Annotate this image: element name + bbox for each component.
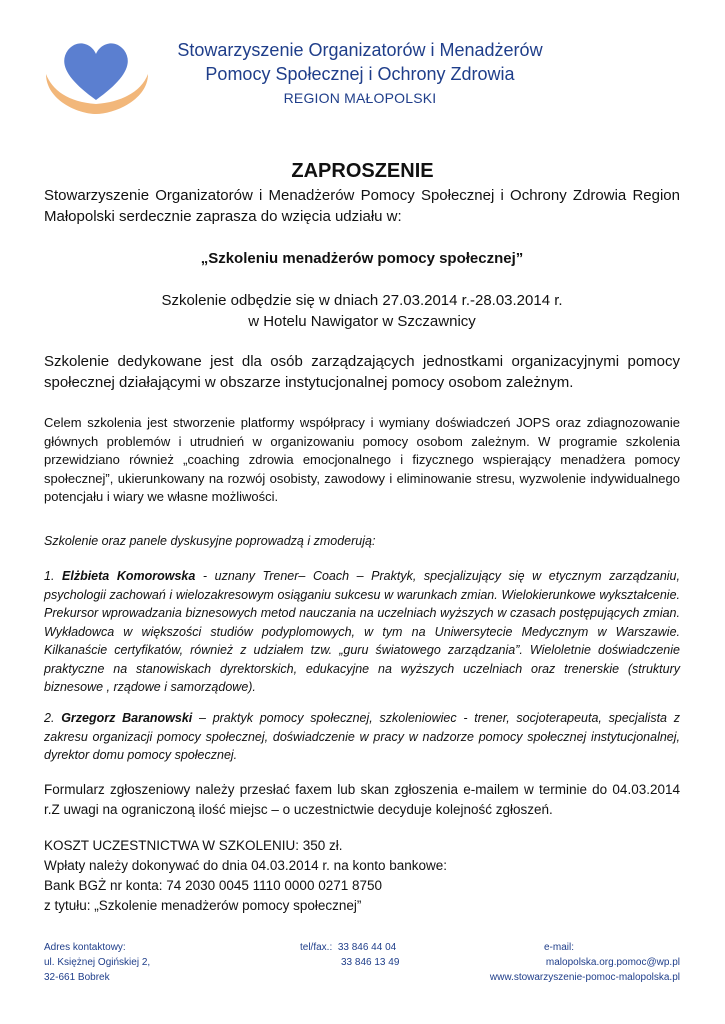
moderators-intro: Szkolenie oraz panele dyskusyjne poprowadzą i zmoderują: bbox=[44, 534, 376, 548]
intro-paragraph: Stowarzyszenie Organizatorów i Menadżerów Pomocy Społecznej i Ochrony Zdrowia Region Małopolski serdecznie zaprasza do wzięcia udziału w: bbox=[44, 187, 680, 225]
organization-name-line1: Stowarzyszenie Organizatorów i Menadżerów bbox=[177, 40, 543, 60]
payment-title: z tytułu: „Szkolenie menadżerów pomocy społecznej” bbox=[44, 898, 362, 913]
audience-paragraph: Szkolenie dedykowane jest dla osób zarządzających jednostkami organizacyjnymi pomocy społecznej działającymi w obszarze instytucjonalnej pomocy osobom zależnym. bbox=[44, 353, 680, 391]
training-venue: w Hotelu Nawigator w Szczawnicy bbox=[248, 313, 476, 330]
email-address[interactable]: malopolska.org.pomoc@wp.pl bbox=[545, 957, 680, 968]
document-title: ZAPROSZENIE bbox=[291, 160, 434, 182]
organization-region: REGION MAŁOPOLSKI bbox=[283, 90, 437, 106]
phone-label: tel/fax.: bbox=[300, 942, 333, 953]
training-name: „Szkoleniu menadżerów pomocy społecznej” bbox=[200, 250, 524, 267]
address-city: 32-661 Bobrek bbox=[44, 972, 110, 983]
website-link[interactable]: www.stowarzyszenie-pomoc-malopolska.pl bbox=[489, 972, 680, 983]
payment-deadline: Wpłaty należy dokonywać do dnia 04.03.2014 r. na konto bankowe: bbox=[44, 858, 448, 873]
moderator-2 bbox=[44, 709, 680, 765]
phone-number-2: 33 846 13 49 bbox=[341, 957, 400, 968]
footer-address bbox=[44, 940, 150, 985]
phone-number-1: 33 846 44 04 bbox=[337, 942, 397, 953]
moderator-2-description: – praktyk pomocy społecznej, szkoleniowiec - trener, socjoterapeuta, specjalista z zakresu organizacji pomocy społecznej, doświadczenie w pracy w nadzorze pomocy społecznej instytucjonalnej, dyrektor domu pomocy społecznej. bbox=[44, 711, 680, 762]
footer-phone bbox=[300, 940, 399, 970]
organization-name-line2: Pomocy Społecznej i Ochrony Zdrowia bbox=[205, 64, 515, 84]
payment-block bbox=[44, 836, 680, 916]
training-dates: Szkolenie odbędzie się w dniach 27.03.2014 r.-28.03.2014 r. bbox=[161, 292, 563, 309]
email-label: e-mail: bbox=[543, 942, 574, 953]
heart-hands-logo-icon bbox=[38, 30, 156, 116]
address-street: ul. Księżnej Ogińskiej 2, bbox=[44, 957, 151, 968]
form-info-paragraph: Formularz zgłoszeniowy należy przesłać faxem lub skan zgłoszenia e-mailem w terminie do 04.03.2014 r.Z uwagi na ograniczoną ilość miejsc – o uczestnictwie decyduje kolejność zgłoszeń. bbox=[44, 782, 680, 817]
address-label: Adres kontaktowy: bbox=[44, 942, 126, 953]
payment-cost: KOSZT UCZESTNICTWA W SZKOLENIU: 350 zł. bbox=[44, 838, 343, 853]
moderator-1-name: Elżbieta Komorowska bbox=[62, 569, 196, 583]
moderator-2-number: 2. bbox=[44, 711, 55, 725]
letterhead bbox=[0, 0, 725, 120]
moderator-2-name: Grzegorz Baranowski bbox=[61, 711, 193, 725]
moderator-1-description: - uznany Trener– Coach – Praktyk, specjalizujący się w etycznym zarządzaniu, psychologii zachowań i wielozakresowym osiąganiu sukcesu w warunkach zmian. Wielokierunkowe wykształcenie. Prekursor wprowadzania biznesowych metod nauczania na uczelniach wyższych w czasach postępujących zmian. Wykładowca w większości studiów podyplomowych, w tym na Uniwersytecie Medycznym w Warszawie. Kilkanaście certyfikatów, również z udziałem tzw. „guru światowego zarządzania”. Wieloletnie doświadczenie praktyczne na stanowiskach dyrektorskich, edukacyjne na wyższych uczelniach oraz trenerskie (struktury biznesowe , rządowe i samorządowe). bbox=[44, 569, 680, 694]
moderator-1 bbox=[44, 567, 680, 697]
moderator-1-number: 1. bbox=[44, 569, 55, 583]
purpose-paragraph: Celem szkolenia jest stworzenie platformy współpracy i wymiany doświadczeń JOPS oraz zdiagnozowanie głównych problemów i utrudnień w organizowaniu pomocy osobom zależnym. W programie szkolenia przewidziano również „coaching zdrowia emocjonalnego i fizycznego wspierający menadżera pomocy społecznej”, ukierunkowany na rozwój osobisty, zawodowy i eliminowanie stresu, wyzwolenie indywidualnego potencjału i wiary we własne możliwości. bbox=[44, 415, 680, 504]
footer-contact bbox=[490, 940, 680, 985]
payment-account: Bank BGŻ nr konta: 74 2030 0045 1110 0000 0271 8750 bbox=[44, 878, 383, 893]
